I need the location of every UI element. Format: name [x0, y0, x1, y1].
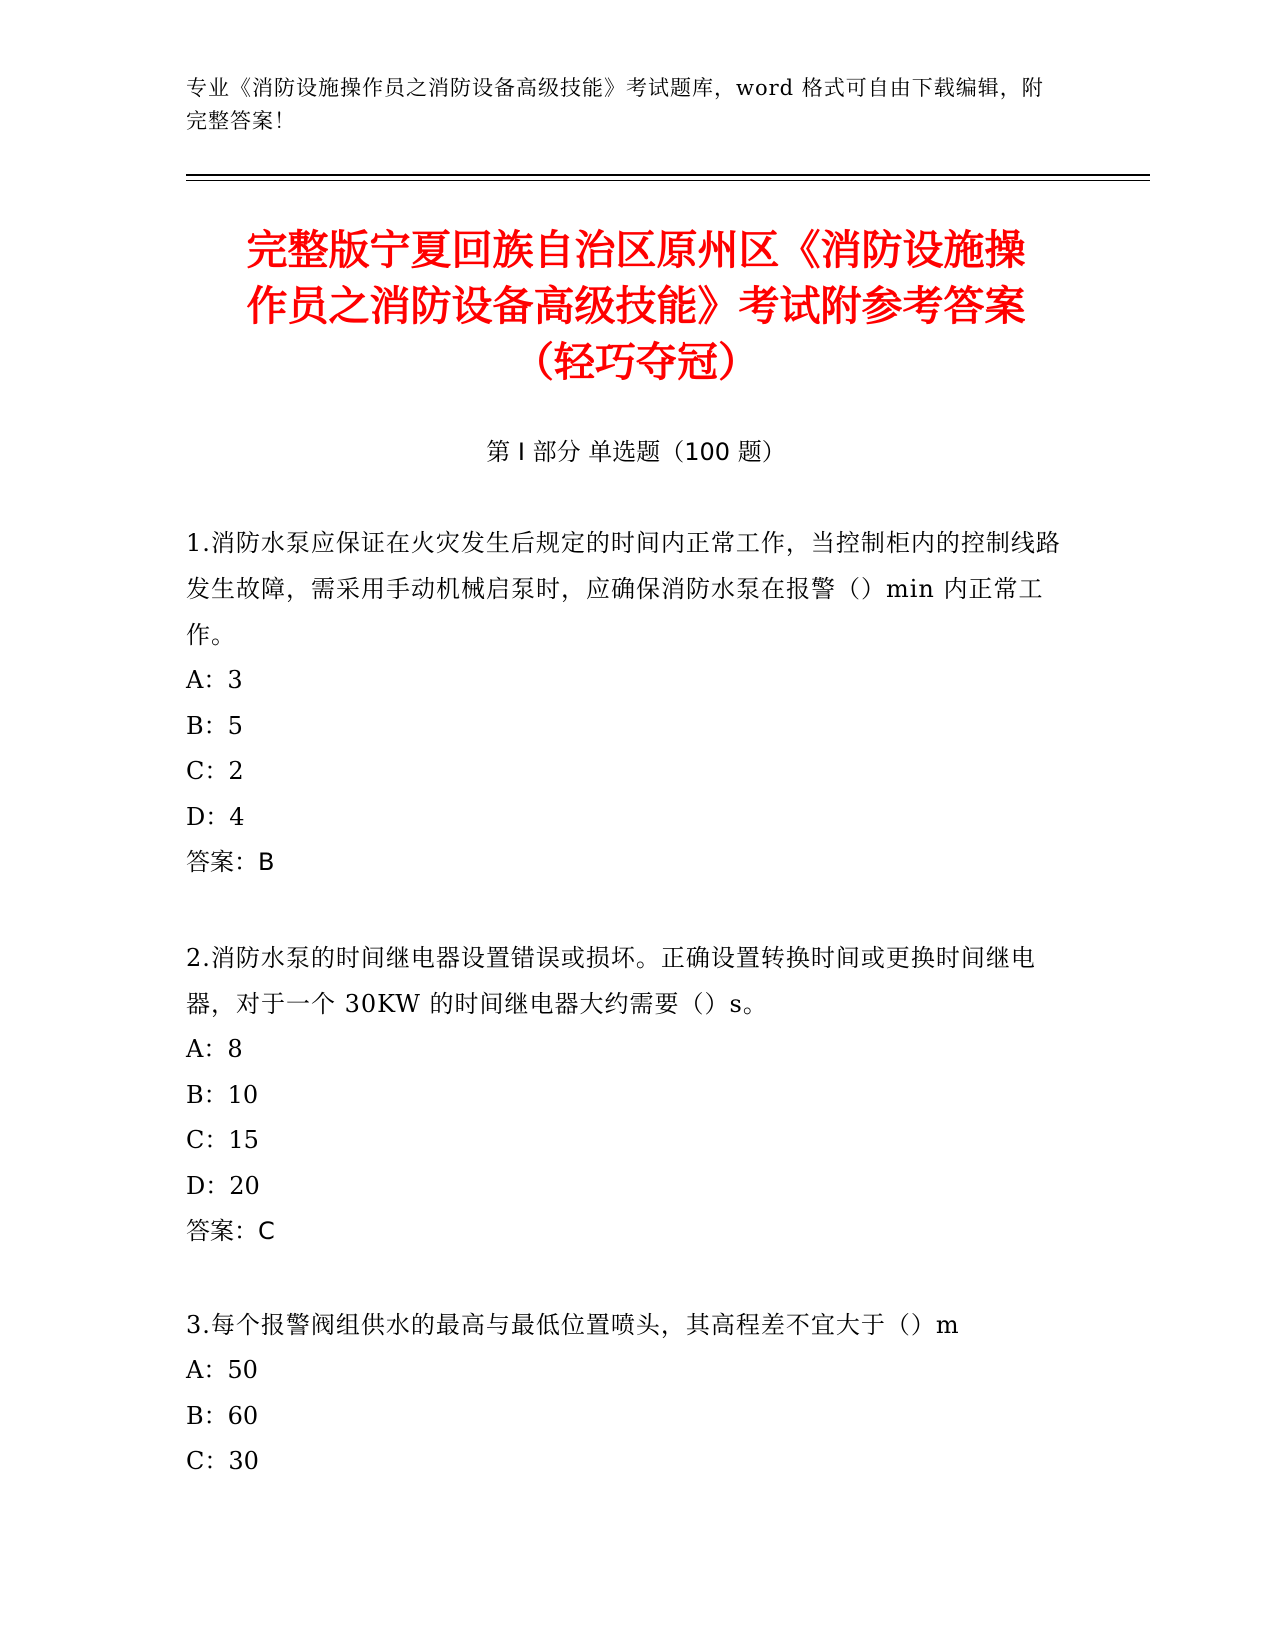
option-b: B：5	[186, 711, 243, 740]
title-line-3: （轻巧夺冠）	[513, 338, 759, 386]
title-line-2: 作员之消防设备高级技能》考试附参考答案	[246, 282, 1026, 330]
question-2	[186, 935, 1066, 1253]
option-b: B：10	[186, 1080, 259, 1109]
option-c: C：30	[186, 1447, 259, 1475]
header-note: 专业《消防设施操作员之消防设备高级技能》考试题库，word 格式可自由下载编辑，附完整答案！	[186, 76, 1044, 133]
question-3	[186, 1302, 1066, 1485]
option-b: B：60	[186, 1401, 259, 1430]
option-a: A：3	[186, 666, 243, 694]
question-stem: 3.每个报警阀组供水的最高与最低位置喷头，其高程差不宜大于（）m	[186, 1311, 960, 1339]
section-title: 第 I 部分 单选题（100 题）	[486, 438, 786, 466]
option-c: C：15	[186, 1126, 259, 1154]
option-c: C：2	[186, 757, 244, 785]
title-line-1: 完整版宁夏回族自治区原州区《消防设施操	[246, 226, 1026, 274]
option-a: A：8	[186, 1035, 243, 1063]
header-rule-thin	[186, 180, 1150, 181]
document-title	[186, 222, 1086, 390]
header-rule-thick	[186, 174, 1150, 176]
question-stem: 2.消防水泵的时间继电器设置错误或损坏。正确设置转换时间或更换时间继电器，对于一个 30KW 的时间继电器大约需要（）s。	[186, 944, 1036, 1018]
option-a: A：50	[186, 1356, 258, 1384]
option-d: D：20	[186, 1171, 260, 1200]
option-d: D：4	[186, 802, 245, 831]
answer: 答案：B	[186, 848, 275, 876]
question-1	[186, 520, 1066, 884]
answer: 答案：C	[186, 1217, 275, 1245]
question-stem: 1.消防水泵应保证在火灾发生后规定的时间内正常工作，当控制柜内的控制线路发生故障，需采用手动机械启泵时，应确保消防水泵在报警（）min 内正常工作。	[186, 529, 1061, 649]
